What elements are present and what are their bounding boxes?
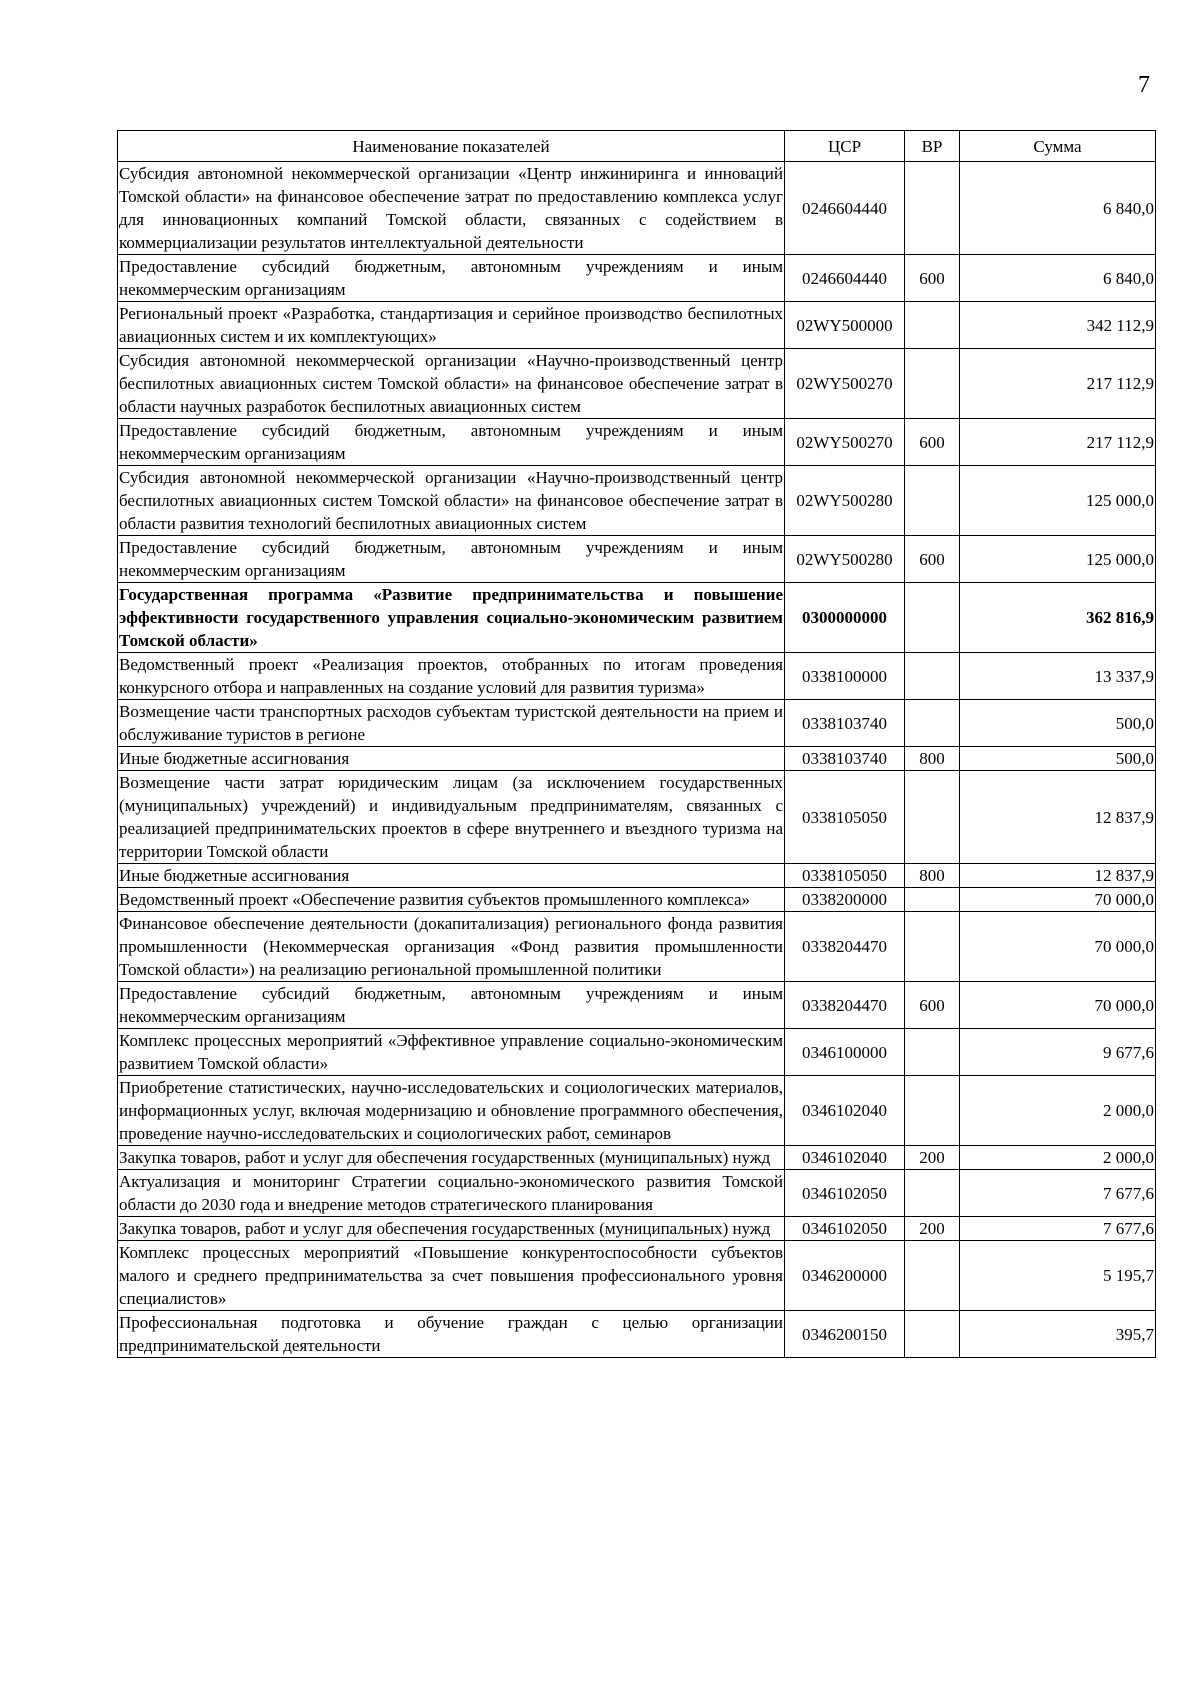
row-sum: 70 000,0 [960,912,1156,982]
row-sum: 395,7 [960,1311,1156,1358]
header-sum: Сумма [960,131,1156,162]
row-csr: 0338103740 [785,700,905,747]
header-vr: ВР [905,131,960,162]
row-vr [905,912,960,982]
row-vr [905,653,960,700]
table-row [118,912,1156,982]
row-csr: 02WY500270 [785,419,905,466]
row-vr: 800 [905,864,960,888]
row-csr: 0346100000 [785,1029,905,1076]
table-row [118,1170,1156,1217]
row-name: Комплекс процессных мероприятий «Повышение конкурентоспособности субъектов малого и среднего предпринимательства за счет повышения профессионального уровня специалистов» [118,1241,785,1311]
row-csr: 0246604440 [785,162,905,255]
row-csr: 02WY500000 [785,302,905,349]
row-vr: 800 [905,747,960,771]
row-csr: 0338105050 [785,864,905,888]
row-vr [905,1170,960,1217]
row-sum: 2 000,0 [960,1076,1156,1146]
row-name: Региональный проект «Разработка, стандартизация и серийное производство беспилотных авиационных систем и их комплектующих» [118,302,785,349]
row-vr: 600 [905,536,960,583]
row-name: Возмещение части затрат юридическим лицам (за исключением государственных (муниципальных) учреждений) и индивидуальным предпринимателям, связанных с реализацией предпринимательских проектов в сфере внутреннего и въездного туризма на территории Томской области [118,771,785,864]
row-csr: 0346102040 [785,1146,905,1170]
table-header-row [118,131,1156,162]
row-csr: 0346102050 [785,1217,905,1241]
row-sum: 9 677,6 [960,1029,1156,1076]
table-row [118,864,1156,888]
table-row [118,302,1156,349]
row-vr [905,1076,960,1146]
row-name: Иные бюджетные ассигнования [118,747,785,771]
row-vr: 600 [905,419,960,466]
table-row [118,1076,1156,1146]
row-vr: 600 [905,982,960,1029]
row-name: Ведомственный проект «Реализация проектов, отобранных по итогам проведения конкурсного отбора и направленных на создание условий для развития туризма» [118,653,785,700]
table-row [118,255,1156,302]
row-vr [905,583,960,653]
row-sum: 500,0 [960,747,1156,771]
budget-table [117,130,1156,1358]
table-row [118,1241,1156,1311]
row-vr [905,700,960,747]
row-csr: 0338105050 [785,771,905,864]
row-vr: 600 [905,255,960,302]
row-sum: 125 000,0 [960,536,1156,583]
row-vr: 200 [905,1146,960,1170]
table-row [118,747,1156,771]
row-csr: 0338200000 [785,888,905,912]
row-vr [905,162,960,255]
header-csr: ЦСР [785,131,905,162]
page-number: 7 [1138,72,1150,98]
row-csr: 02WY500280 [785,466,905,536]
row-csr: 0346102050 [785,1170,905,1217]
row-sum: 2 000,0 [960,1146,1156,1170]
row-vr [905,1029,960,1076]
row-name: Предоставление субсидий бюджетным, автономным учреждениям и иным некоммерческим организациям [118,536,785,583]
row-csr: 0338204470 [785,982,905,1029]
row-csr: 0346200150 [785,1311,905,1358]
row-sum: 70 000,0 [960,888,1156,912]
table-row [118,419,1156,466]
row-sum: 7 677,6 [960,1217,1156,1241]
table-row [118,771,1156,864]
table-row [118,1146,1156,1170]
row-vr: 200 [905,1217,960,1241]
row-name: Профессиональная подготовка и обучение граждан с целью организации предпринимательской деятельности [118,1311,785,1358]
row-name: Субсидия автономной некоммерческой организации «Научно-производственный центр беспилотных авиационных систем Томской области» на финансовое обеспечение затрат в области развития технологий беспилотных авиационных систем [118,466,785,536]
row-name: Субсидия автономной некоммерческой организации «Центр инжиниринга и инноваций Томской области» на финансовое обеспечение затрат по предоставлению комплекса услуг для инновационных компаний Томской области, связанных с содействием в коммерциализации результатов интеллектуальной деятельности [118,162,785,255]
row-csr: 0338100000 [785,653,905,700]
table-row [118,888,1156,912]
row-vr [905,349,960,419]
row-sum: 500,0 [960,700,1156,747]
table-row [118,1217,1156,1241]
row-csr: 0338204470 [785,912,905,982]
row-csr: 02WY500280 [785,536,905,583]
table-row [118,982,1156,1029]
row-csr: 0346102040 [785,1076,905,1146]
row-name: Актуализация и мониторинг Стратегии социально-экономического развития Томской области до 2030 года и внедрение методов стратегического планирования [118,1170,785,1217]
row-sum: 6 840,0 [960,162,1156,255]
row-sum: 125 000,0 [960,466,1156,536]
table-row [118,1311,1156,1358]
row-csr: 02WY500270 [785,349,905,419]
row-sum: 217 112,9 [960,419,1156,466]
row-vr [905,771,960,864]
row-sum: 6 840,0 [960,255,1156,302]
row-csr: 0346200000 [785,1241,905,1311]
row-csr: 0300000000 [785,583,905,653]
row-name: Субсидия автономной некоммерческой организации «Научно-производственный центр беспилотных авиационных систем Томской области» на финансовое обеспечение затрат в области научных разработок беспилотных авиационных систем [118,349,785,419]
row-name: Ведомственный проект «Обеспечение развития субъектов промышленного комплекса» [118,888,785,912]
row-name: Предоставление субсидий бюджетным, автономным учреждениям и иным некоммерческим организациям [118,255,785,302]
table-row [118,162,1156,255]
row-vr [905,1311,960,1358]
row-name: Финансовое обеспечение деятельности (докапитализация) регионального фонда развития промышленности (Некоммерческая организация «Фонд развития промышленности Томской области») на реализацию региональной промышленной политики [118,912,785,982]
table-row [118,700,1156,747]
row-vr [905,466,960,536]
row-csr: 0338103740 [785,747,905,771]
row-sum: 217 112,9 [960,349,1156,419]
row-name: Закупка товаров, работ и услуг для обеспечения государственных (муниципальных) нужд [118,1146,785,1170]
table-row [118,583,1156,653]
row-name: Закупка товаров, работ и услуг для обеспечения государственных (муниципальных) нужд [118,1217,785,1241]
row-name: Предоставление субсидий бюджетным, автономным учреждениям и иным некоммерческим организациям [118,419,785,466]
row-sum: 12 837,9 [960,864,1156,888]
row-sum: 342 112,9 [960,302,1156,349]
row-vr [905,302,960,349]
row-name: Государственная программа «Развитие предпринимательства и повышение эффективности государственного управления социально-экономическим развитием Томской области» [118,583,785,653]
row-name: Комплекс процессных мероприятий «Эффективное управление социально-экономическим развитием Томской области» [118,1029,785,1076]
row-sum: 13 337,9 [960,653,1156,700]
row-csr: 0246604440 [785,255,905,302]
row-sum: 70 000,0 [960,982,1156,1029]
row-sum: 12 837,9 [960,771,1156,864]
table-row [118,1029,1156,1076]
row-vr [905,888,960,912]
header-name: Наименование показателей [118,131,785,162]
row-sum: 7 677,6 [960,1170,1156,1217]
row-name: Иные бюджетные ассигнования [118,864,785,888]
row-vr [905,1241,960,1311]
table-row [118,466,1156,536]
row-name: Возмещение части транспортных расходов субъектам туристской деятельности на прием и обслуживание туристов в регионе [118,700,785,747]
row-sum: 5 195,7 [960,1241,1156,1311]
row-name: Приобретение статистических, научно-исследовательских и социологических материалов, информационных услуг, включая модернизацию и обновление программного обеспечения, проведение научно-исследовательских и социологических работ, семинаров [118,1076,785,1146]
row-name: Предоставление субсидий бюджетным, автономным учреждениям и иным некоммерческим организациям [118,982,785,1029]
table-row [118,653,1156,700]
table-row [118,349,1156,419]
row-sum: 362 816,9 [960,583,1156,653]
table-row [118,536,1156,583]
